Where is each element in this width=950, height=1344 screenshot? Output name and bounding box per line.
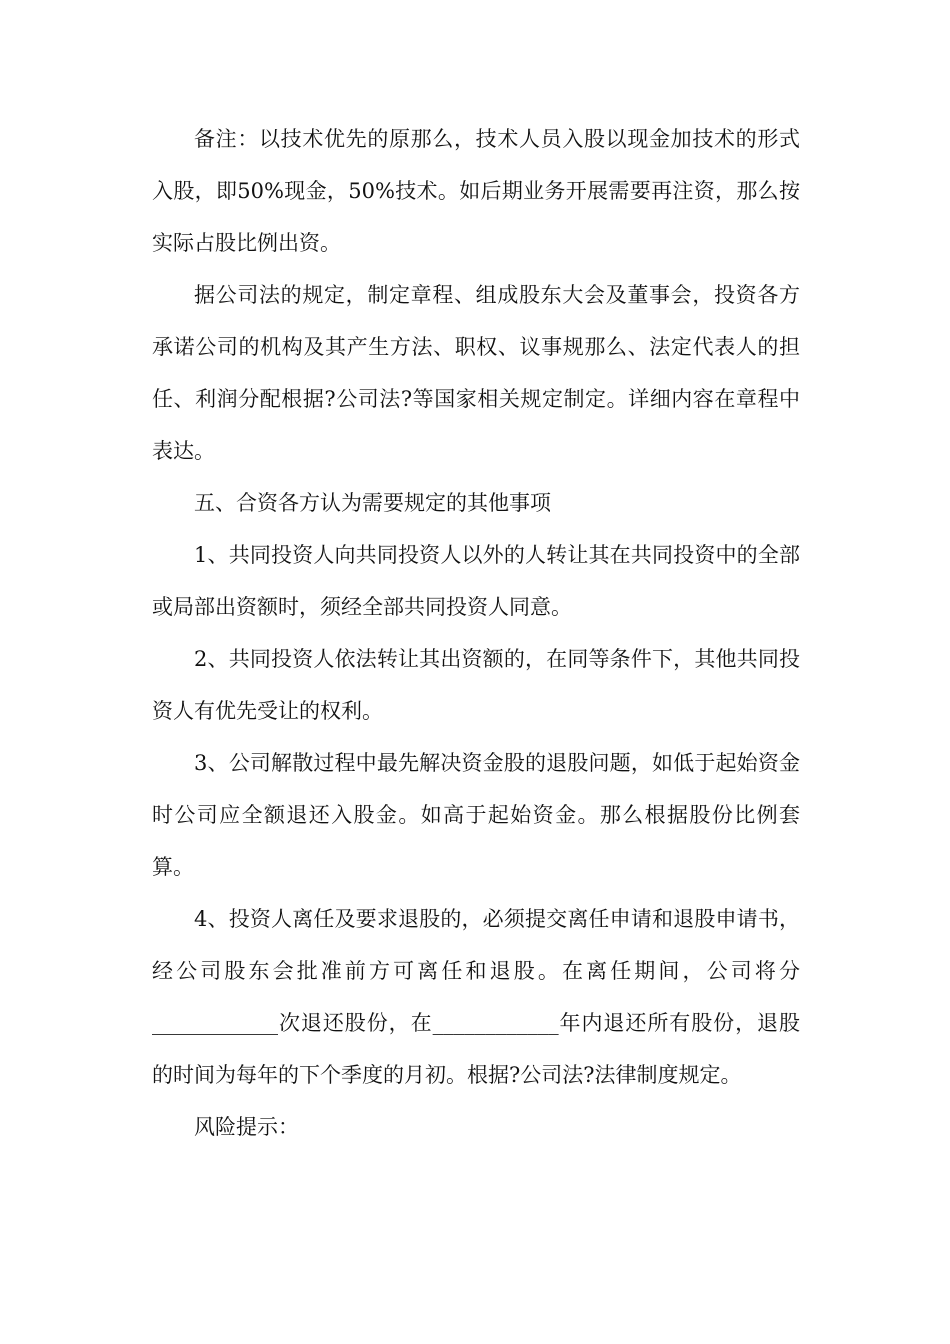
paragraph-item-3: 3、公司解散过程中最先解决资金股的退股问题，如低于起始资金时公司应全额退还入股金。如高于起始资金。那么根据股份比例套算。: [152, 751, 800, 879]
paragraph-risk-notice: 风险提示：: [194, 1115, 299, 1139]
paragraph-note: 备注：以技术优先的原那么，技术人员入股以现金加技术的形式入股，即50%现金，50%技术。如后期业务开展需要再注资，那么按实际占股比例出资。: [152, 127, 800, 255]
paragraph-item-4: 4、投资人离任及要求退股的，必须提交离任申请和退股申请书，经公司股东会批准前方可离任和退股。在离任期间，公司将分____________次退还股份，在____________年内退还所有股份，退股的时间为每年的下个季度的月初。根据?公司法?法律制度规定。: [152, 907, 800, 1087]
paragraph-item-1: 1、共同投资人向共同投资人以外的人转让其在共同投资中的全部或局部出资额时，须经全部共同投资人同意。: [152, 543, 800, 619]
document-body: [152, 113, 800, 1153]
section-heading-other-matters: 五、合资各方认为需要规定的其他事项: [194, 491, 551, 515]
paragraph-item-2: 2、共同投资人依法转让其出资额的，在同等条件下，其他共同投资人有优先受让的权利。: [152, 647, 800, 723]
paragraph-company-law: 据公司法的规定，制定章程、组成股东大会及董事会，投资各方承诺公司的机构及其产生方法、职权、议事规那么、法定代表人的担任、利润分配根据?公司法?等国家相关规定制定。详细内容在章程中表达。: [152, 283, 800, 463]
